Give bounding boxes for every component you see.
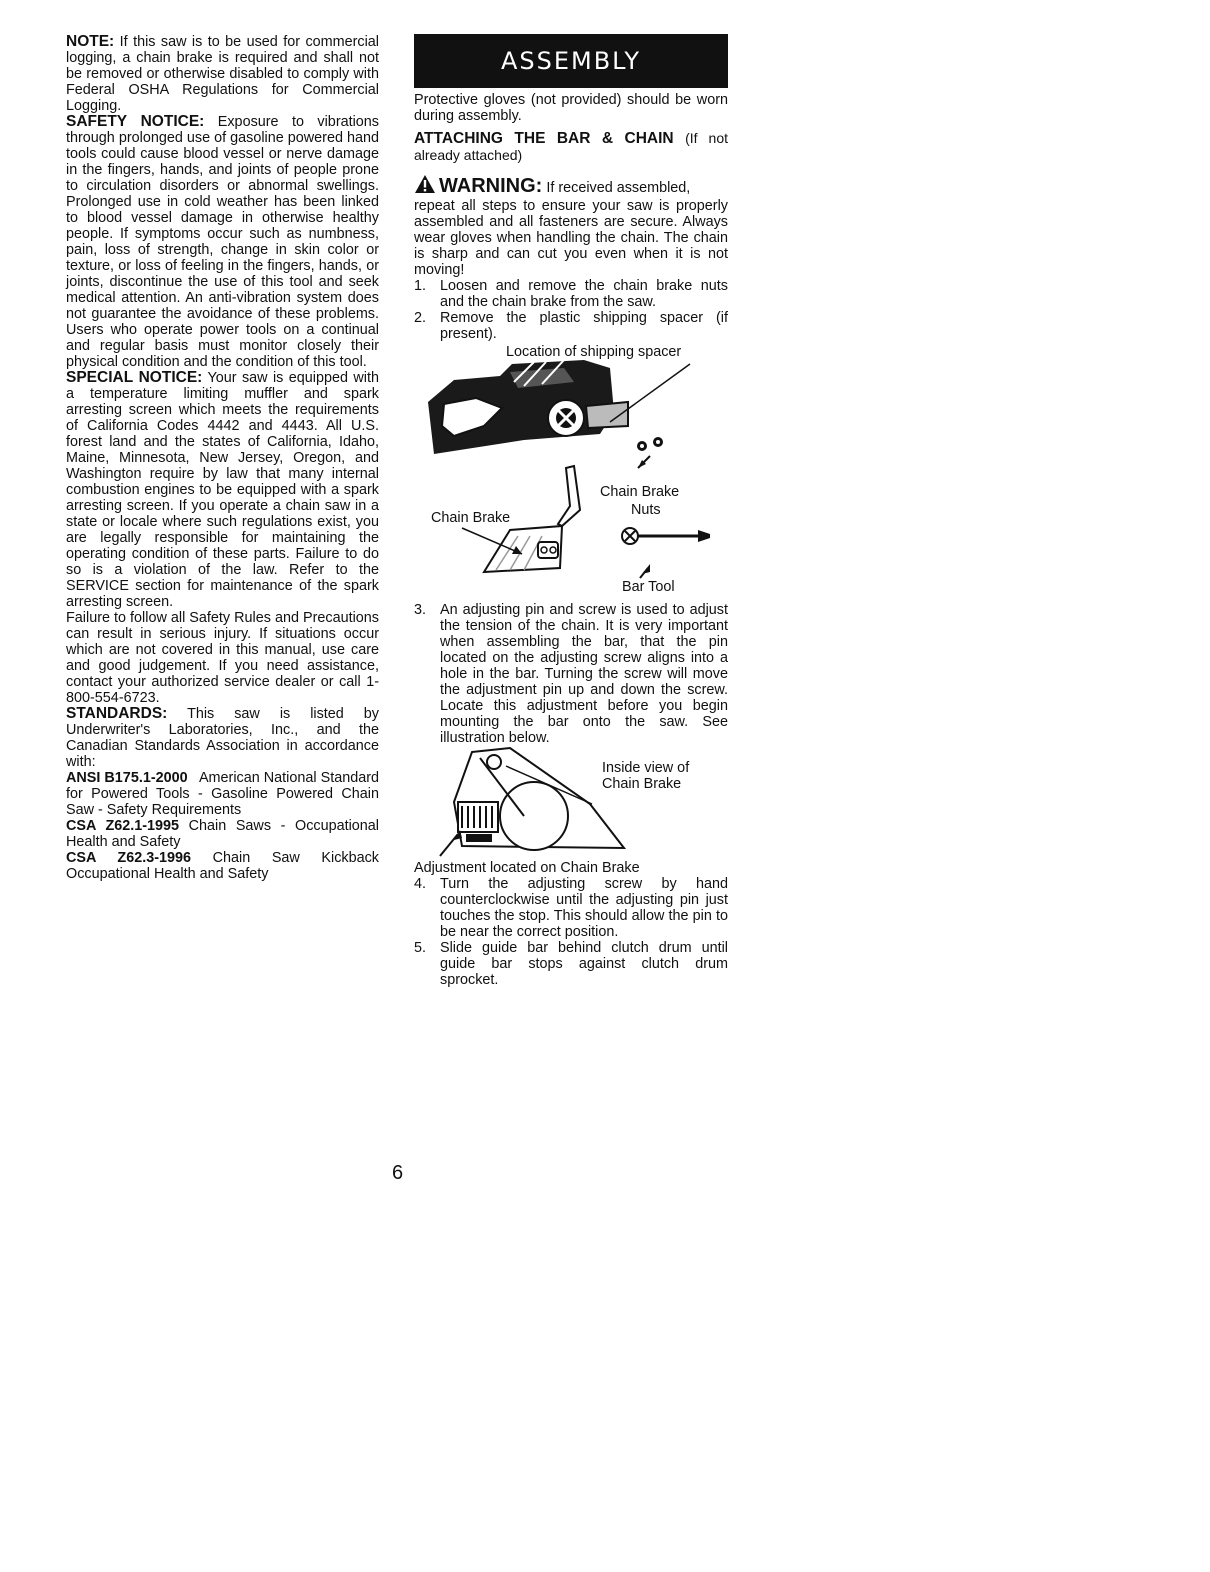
special-notice-label: SPECIAL NOTICE: [66, 369, 203, 386]
step-3 [414, 602, 728, 746]
ansi-text: American National Standard for Powered Tools - Gasoline Powered Chain Saw - Safety Requirements [66, 770, 380, 818]
right-column [414, 34, 728, 988]
bar-tool-label: Bar Tool [622, 579, 675, 595]
step-number: 1. [414, 278, 427, 294]
gloves-paragraph: Protective gloves (not provided) should be worn during assembly. [414, 92, 728, 124]
adjustment-caption: Adjustment located on Chain Brake [414, 860, 640, 876]
step-text: Turn the adjusting screw by hand counterclockwise until the adjusting pin just touches the stop. This should allow the pin to be near the correct position. [440, 876, 728, 940]
step-number: 2. [414, 310, 427, 326]
warning-text-b: repeat all steps to ensure your saw is properly assembled and all fasteners are secure. Always wear gloves when handling the chain. The chain is sharp and can cut you even when it is not moving! [414, 198, 728, 278]
note-paragraph [66, 34, 379, 114]
warning-first-line [414, 174, 728, 198]
step-text: Remove the plastic shipping spacer (if present). [440, 310, 728, 342]
chain-brake-label: Chain Brake [431, 510, 511, 526]
chain-brake-nuts-label-1: Chain Brake [600, 484, 680, 500]
inside-chain-brake-figure [414, 746, 728, 858]
left-column [66, 34, 379, 882]
step-2 [414, 310, 728, 342]
safety-notice-text: Exposure to vibrations through prolonged use of gasoline powered hand tools could cause blood vessel or nerve damage in the fingers, hands, and joints of people prone to circulation disorders or abnormal swellings. Prolonged use in cold weather has been linked to blood vessel damage in otherwise healthy people. If symptoms occur such as numbness, pain, loss of strength, change in skin color or texture, or loss of feeling in the fingers, hands, or joints, discontinue the use of this tool and seek medical attention. An anti-vibration system does not guarantee the avoidance of these problems. Users who operate power tools on a continual and regular basis must monitor closely their physical condition and the condition of this tool. [66, 114, 380, 370]
steps-list-c [414, 876, 728, 988]
attach-heading-note: (If not already attached) [414, 130, 728, 163]
standards-text: This saw is listed by Underwriter's Laboratories, Inc., and the Canadian Standards Association in accordance with: [66, 706, 379, 770]
csa3-paragraph [66, 850, 379, 882]
safety-notice-paragraph [66, 114, 379, 370]
attach-heading [414, 130, 728, 164]
warning-block [414, 174, 728, 278]
step-text: Slide guide bar behind clutch drum until guide bar stops against clutch drum sprocket. [440, 940, 728, 988]
warning-label: WARNING: [439, 175, 543, 197]
spacer-leader-line [610, 364, 690, 422]
attach-heading-label: ATTACHING THE BAR & CHAIN [414, 130, 674, 147]
warning-text-a: If received assembled, [546, 180, 691, 196]
note-text: If this saw is to be used for commercial logging, a chain brake is required and shall not be removed or otherwise disabled to comply with Federal OSHA Regulations for Commercial Logging. [66, 34, 380, 114]
ansi-paragraph [66, 770, 379, 818]
csa3-label: CSA Z62.3-1996 [66, 850, 192, 866]
csa3-text: Chain Saw Kickback Occupational Health and Safety [66, 850, 379, 882]
failure-paragraph: Failure to follow all Safety Rules and Precautions can result in serious injury. If situations occur which are not covered in this manual, use care and good judgement. If you need assistance, contact your authorized service dealer or call 1-800-554-6723. [66, 610, 379, 706]
step-5 [414, 940, 728, 988]
special-notice-text: Your saw is equipped with a temperature limiting muffler and spark arresting screen which meets the requirements of California Codes 4442 and 4443. All U.S. forest land and the states of California, Idaho, Maine, Minnesota, New Jersey, Oregon, and Washington require by law that many internal combustion engines to be equipped with a spark arresting screen. If you operate a chain saw in a state or locale where such regulations exist, you are legally responsible for maintaining the operating condition of these parts. Failure to do so is a violation of the law. Refer to the SERVICE section for maintenance of the spark arresting screen. [66, 370, 379, 610]
assembly-banner: ASSEMBLY [414, 34, 728, 88]
step-text: An adjusting pin and screw is used to adjust the tension of the chain. It is very important when assembling the bar, that the pin located on the adjusting screw aligns into a hole in the bar. Turning the screw will move the adjustment pin up and down the screw. Locate this adjustment before you begin mounting the bar onto the saw. See illustration below. [440, 602, 728, 746]
note-label: NOTE: [66, 33, 115, 50]
chain-brake-figure [414, 342, 728, 602]
saw-body-drawing [428, 360, 628, 454]
step-text: Loosen and remove the chain brake nuts and the chain brake from the saw. [440, 278, 728, 310]
steps-list-a [414, 278, 728, 342]
csa1-label: CSA Z62.1-1995 [66, 818, 180, 834]
step-1 [414, 278, 728, 310]
step-number: 5. [414, 940, 427, 956]
shipping-spacer-label: Location of shipping spacer [506, 344, 682, 360]
inside-view-label-1: Inside view of [602, 760, 690, 776]
csa1-text: Chain Saws - Occupational Health and Safety [66, 818, 379, 850]
standards-label: STANDARDS: [66, 705, 168, 722]
warning-triangle-icon [414, 174, 436, 198]
special-notice-paragraph [66, 370, 379, 610]
csa1-paragraph [66, 818, 379, 850]
chain-brake-nuts-drawing [637, 437, 663, 468]
bar-tool-drawing [622, 528, 710, 578]
step-number: 3. [414, 602, 427, 618]
steps-list-b [414, 602, 728, 746]
ansi-label: ANSI B175.1-2000 [66, 770, 188, 786]
chain-brake-illustration [414, 342, 728, 602]
chain-brake-nuts-label-2: Nuts [631, 502, 661, 518]
inside-view-label-2: Chain Brake [602, 776, 682, 792]
standards-paragraph [66, 706, 379, 770]
step-4 [414, 876, 728, 940]
step-number: 4. [414, 876, 427, 892]
page-number: 6 [392, 1162, 404, 1184]
safety-notice-label: SAFETY NOTICE: [66, 113, 205, 130]
